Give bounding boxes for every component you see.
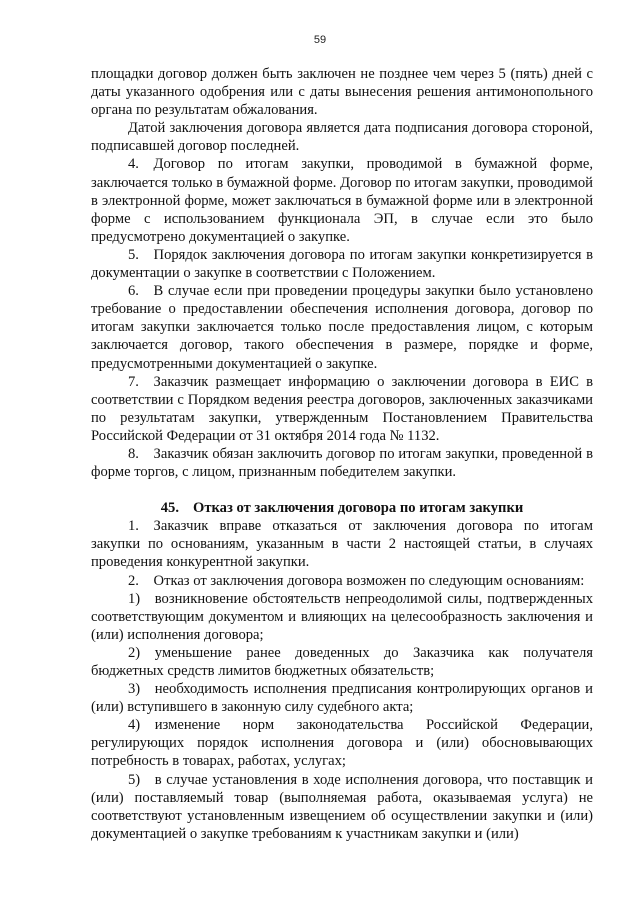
paragraph-contract-date: Датой заключения договора является дата подписания договора стороной, подписавшей договор последней. [91, 120, 593, 155]
paragraph-item-8: 8. Заказчик обязан заключить договор по итогам закупки, проведенной в форме торгов, с лицом, признанным победителем закупки. [91, 445, 593, 481]
paragraph-item-4: 4. Договор по итогам закупки, проводимой в бумажной форме, заключается только в бумажной форме. Договор по итогам закупки, проводимой в электронной форме, может заключаться в бумажной форме или в электронной форме с использованием функционала ЭП, в случае если это было предусмотрено документацией о закупке. [91, 156, 593, 245]
list-item-ground-2: 2) уменьшение ранее доведенных до Заказчика как получателя бюджетных средств лимитов бюджетных обязательств; [91, 644, 593, 679]
paragraph-section-item-1: 1. Заказчик вправе отказаться от заключения договора по итогам закупки по основаниям, указанным в части 2 настоящей статьи, в случаях проведения конкурентной закупки. [91, 518, 593, 571]
paragraph-continuation: площадки договор должен быть заключен не позднее чем через 5 (пять) дней с даты указанного одобрения или с даты вынесения решения антимонопольного органа по результатам обжалования. [91, 66, 593, 119]
paragraph-item-6: 6. В случае если при проведении процедуры закупки было установлено требование о предоставлении обеспечения исполнения договора, договор по итогам закупки заключается только после предоставления лицом, с которым заключается договор, такого обеспечения в размере, порядке и форме, предусмотренными документацией о закупке. [91, 283, 593, 372]
section-title: Отказ от заключения договора по итогам закупки [192, 500, 524, 517]
section-number: 45. [160, 500, 179, 517]
list-item-ground-4: 4) изменение норм законодательства Российской Федерации, регулирующих порядок исполнения договора и (или) обосновывающих потребность в товарах, работах, услугах; [91, 717, 593, 770]
list-item-ground-5: 5) в случае установления в ходе исполнения договора, что поставщик и (или) поставляемый товар (выполняемая работа, оказываемая услуга) не соответствуют установленным извещением об осуществлении закупки и (или) документацией о закупке требованиям к участникам закупки и (или) [91, 771, 593, 842]
page-number: 59 [313, 34, 327, 46]
list-item-ground-3: 3) необходимость исполнения предписания контролирующих органов и (или) вступившего в законную силу судебного акта; [91, 681, 593, 716]
paragraph-section-item-2: 2. Отказ от заключения договора возможен по следующим основаниям: [128, 572, 585, 589]
paragraph-item-5: 5. Порядок заключения договора по итогам закупки конкретизируется в документации о закупке в соответствии с Положением. [91, 246, 593, 282]
list-item-ground-1: 1) возникновение обстоятельств непреодолимой силы, подтвержденных соответствующим документом и влияющих на целесообразность заключения и (или) исполнения договора; [91, 590, 593, 643]
paragraph-item-7: 7. Заказчик размещает информацию о заключении договора в ЕИС в соответствии с Порядком ведения реестра договоров, заключенных заказчиками по результатам закупки, утвержденным Постановлением Правительства Российской Федерации от 31 октября 2014 года № 1132. [91, 373, 593, 444]
page-content [91, 65, 593, 843]
section-heading [91, 499, 593, 517]
